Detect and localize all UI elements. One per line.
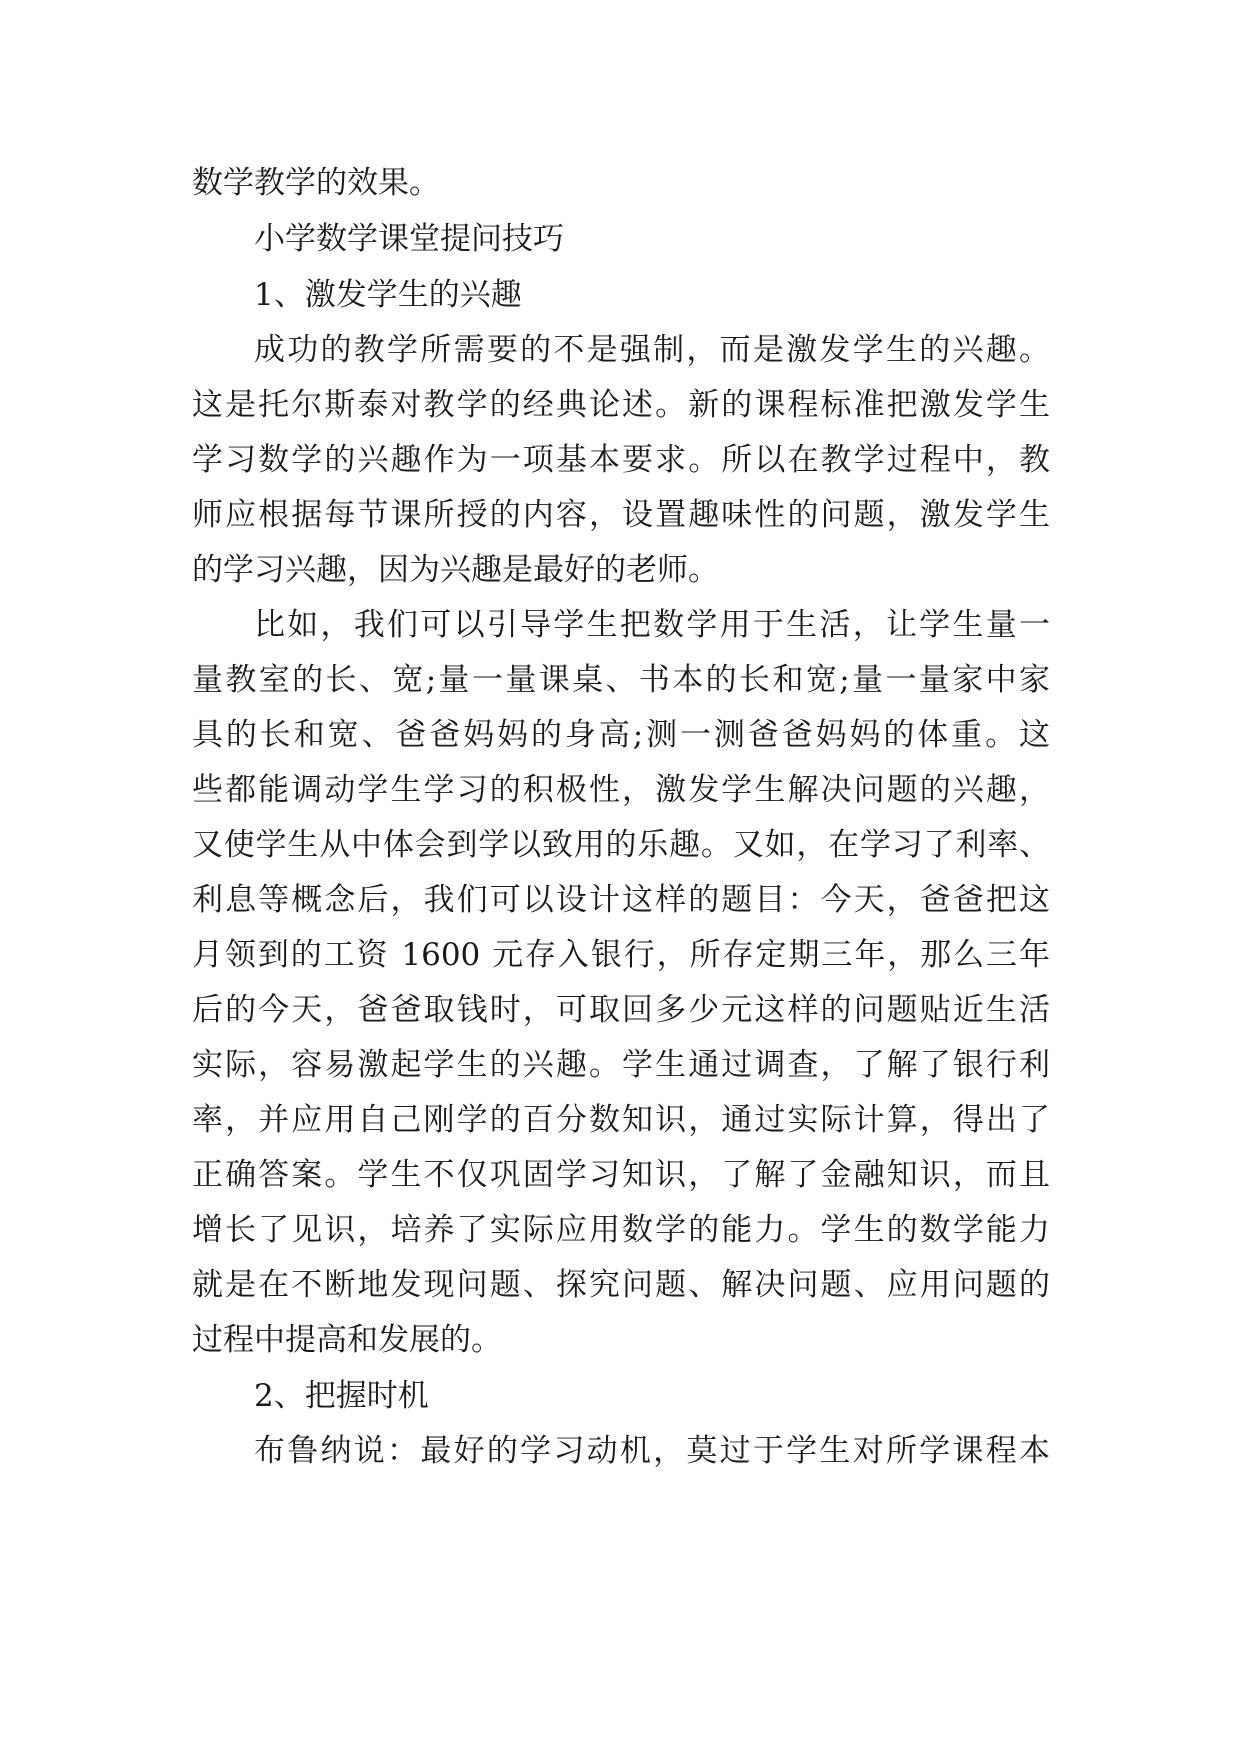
text-line: 学习数学的兴趣作为一项基本要求。所以在教学过程中，教 [192, 442, 1050, 478]
text-line: 比如，我们可以引导学生把数学用于生活，让学生量一 [254, 607, 1050, 643]
text-line: 增长了见识，培养了实际应用数学的能力。学生的数学能力 [192, 1212, 1050, 1248]
text-line: 些都能调动学生学习的积极性，激发学生解决问题的兴趣， [192, 772, 1050, 808]
text-line: 后的今天，爸爸取钱时，可取回多少元这样的问题贴近生活 [192, 992, 1050, 1028]
text-line: 量教室的长、宽;量一量课桌、书本的长和宽;量一量家中家 [192, 662, 1050, 698]
text-line: 这是托尔斯泰对教学的经典论述。新的课程标准把激发学生 [192, 387, 1050, 423]
text-line: 成功的教学所需要的不是强制，而是激发学生的兴趣。 [254, 332, 1050, 368]
subsection-heading: 2、把握时机 [254, 1378, 429, 1414]
text-line: 就是在不断地发现问题、探究问题、解决问题、应用问题的 [192, 1267, 1050, 1303]
text-line: 过程中提高和发展的。 [192, 1322, 502, 1358]
text-line: 利息等概念后，我们可以设计这样的题目：今天，爸爸把这 [192, 882, 1050, 918]
text-line: 率，并应用自己刚学的百分数知识，通过实际计算，得出了 [192, 1102, 1050, 1138]
text-line: 数学教学的效果。 [192, 165, 440, 201]
text-line: 布鲁纳说：最好的学习动机，莫过于学生对所学课程本 [254, 1433, 1050, 1469]
text-line: 的学习兴趣，因为兴趣是最好的老师。 [192, 552, 719, 588]
section-heading: 小学数学课堂提问技巧 [254, 221, 564, 257]
text-line: 具的长和宽、爸爸妈妈的身高;测一测爸爸妈妈的体重。这 [192, 717, 1050, 753]
text-line: 月领到的工资 1600 元存入银行，所存定期三年，那么三年 [192, 937, 1050, 973]
subsection-heading: 1、激发学生的兴趣 [254, 277, 522, 313]
text-line: 师应根据每节课所授的内容，设置趣味性的问题，激发学生 [192, 497, 1050, 533]
text-line: 正确答案。学生不仅巩固学习知识，了解了金融知识，而且 [192, 1157, 1050, 1193]
text-line: 实际，容易激起学生的兴趣。学生通过调查，了解了银行利 [192, 1047, 1050, 1083]
text-line: 又使学生从中体会到学以致用的乐趣。又如，在学习了利率、 [192, 827, 1050, 863]
